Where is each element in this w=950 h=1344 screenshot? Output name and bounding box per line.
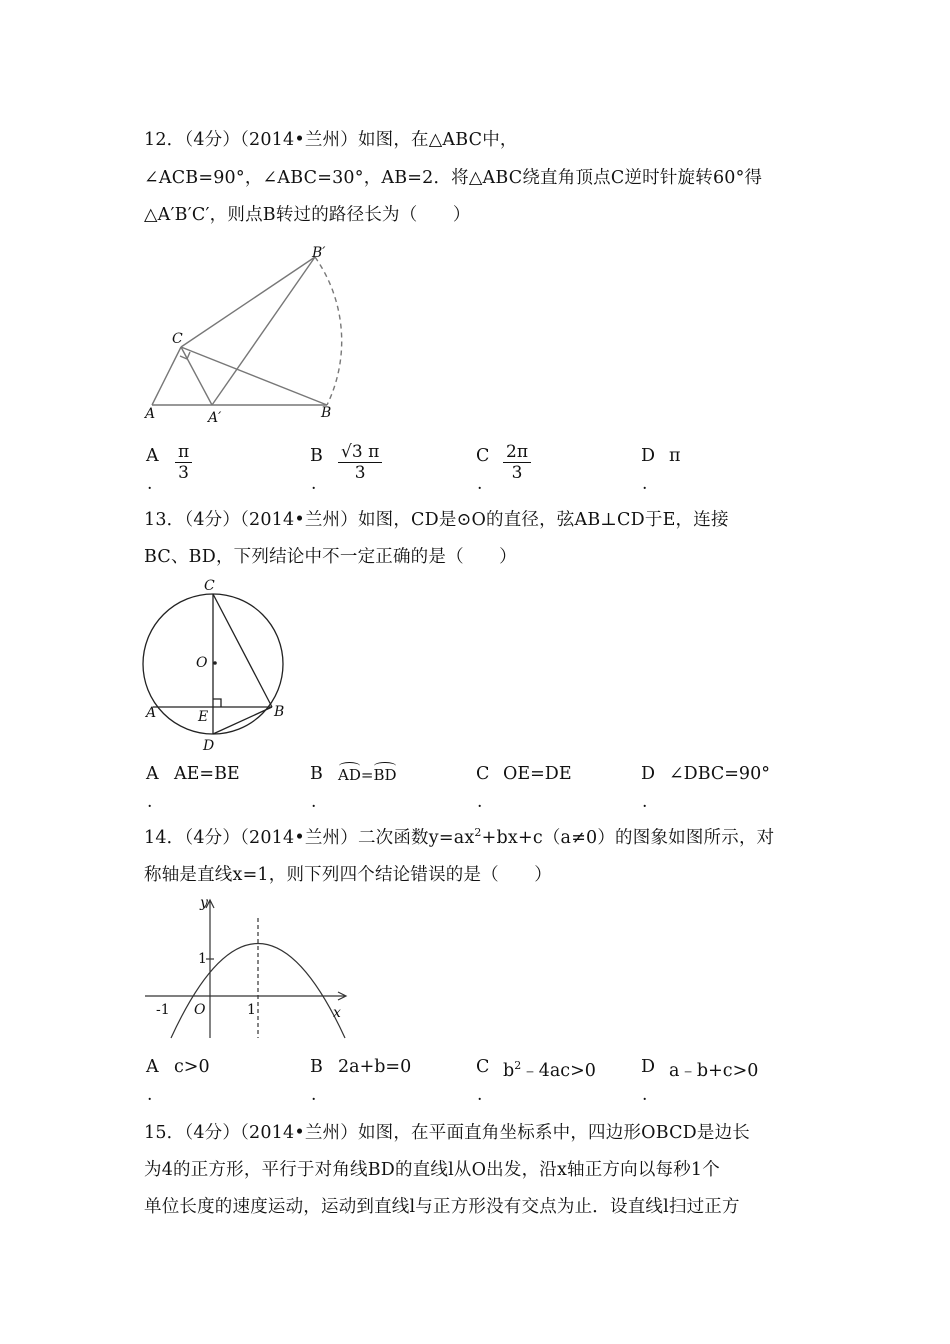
q13-line2: BC、BD，下列结论中不一定正确的是（ ）	[144, 547, 517, 567]
q13-option-c-text[interactable]: OE=DE	[503, 764, 572, 784]
q13-label-a: A	[146, 705, 157, 721]
q12-option-c-den: 3	[511, 463, 523, 483]
q14-option-c-text[interactable]	[503, 1057, 596, 1082]
q12-option-c-dot: .	[477, 474, 483, 494]
q13-option-d-letter[interactable]: D	[641, 764, 656, 784]
q14-label-x: x	[333, 1005, 341, 1021]
q14-label-neg1: -1	[156, 1002, 170, 1018]
q14-option-c-dot: .	[477, 1085, 483, 1105]
q14-option-a-text[interactable]: c>0	[174, 1057, 210, 1077]
q12-line3: △A′B′C′，则点B转过的路径长为（ ）	[144, 205, 471, 225]
q12-label-a1: A′	[208, 410, 222, 426]
q13-option-b-arc-bd: BD	[373, 766, 397, 784]
q14-option-d-dot: .	[642, 1085, 648, 1105]
q13-figure	[138, 572, 298, 757]
q14-option-a-dot: .	[147, 1085, 153, 1105]
q12-line2: ∠ACB=90°，∠ABC=30°，AB=2．将△ABC绕直角顶点C逆时针旋转60°得	[144, 168, 763, 188]
q15-line1: 15．（4分）（2014•兰州）如图，在平面直角坐标系中，四边形OBCD是边长	[144, 1123, 751, 1143]
q14-label-y: y	[200, 895, 208, 911]
q14-label-one-y: 1	[198, 951, 207, 967]
q13-option-d-text[interactable]: ∠DBC=90°	[669, 764, 770, 784]
q14-line1-b: +bx+c（a≠0）的图象如图所示，对	[481, 828, 775, 848]
q12-label-a: A	[145, 406, 156, 422]
q12-figure	[140, 235, 380, 430]
q12-option-b-pi: π	[368, 442, 380, 462]
q13-option-b-text[interactable]	[338, 766, 397, 784]
q15-line3: 单位长度的速度运动，运动到直线l与正方形没有交点为止．设直线l扫过正方	[144, 1197, 740, 1217]
q12-option-d-text[interactable]: π	[669, 446, 681, 466]
q13-option-b-arc-ad: AD	[338, 766, 361, 784]
q12-option-b-letter[interactable]: B	[310, 446, 323, 466]
q13-label-b: B	[274, 704, 285, 720]
q12-option-a-dot: .	[147, 474, 153, 494]
q14-option-c-b: b	[503, 1061, 515, 1081]
q12-label-b: B	[321, 405, 332, 421]
q13-option-c-dot: .	[477, 792, 483, 812]
q14-option-b-dot: .	[311, 1085, 317, 1105]
q12-option-b-num	[338, 442, 382, 463]
q14-option-b-text[interactable]: 2a+b=0	[338, 1057, 412, 1077]
q14-label-one-x: 1	[247, 1002, 256, 1018]
q12-label-b1: B′	[312, 245, 326, 261]
q14-option-c-letter[interactable]: C	[476, 1057, 490, 1077]
q13-option-b-letter[interactable]: B	[310, 764, 323, 784]
q12-option-c-num: 2π	[503, 442, 531, 463]
q14-line1-a: 14．（4分）（2014•兰州）二次函数y=ax	[144, 828, 475, 848]
q14-option-c-rest: ﹣4ac>0	[521, 1061, 596, 1081]
q14-option-d-letter[interactable]: D	[641, 1057, 656, 1077]
q14-option-b-letter[interactable]: B	[310, 1057, 323, 1077]
q12-option-a-fraction[interactable]	[175, 442, 192, 483]
q13-option-a-letter[interactable]: A	[146, 764, 159, 784]
q14-line2: 称轴是直线x=1，则下列四个结论错误的是（ ）	[144, 865, 552, 885]
q14-option-c-sup: 2	[514, 1059, 522, 1073]
q13-option-b-eq: =	[360, 766, 374, 784]
q12-option-b-root: √3	[341, 442, 363, 462]
q15-line2: 为4的正方形，平行于对角线BD的直线l从O出发，沿x轴正方向以每秒1个	[144, 1160, 720, 1180]
q14-figure	[140, 893, 355, 1043]
q13-line1: 13．（4分）（2014•兰州）如图，CD是⊙O的直径，弦AB⊥CD于E，连接	[144, 510, 729, 530]
q12-option-b-den: 3	[354, 463, 366, 483]
q12-option-c-fraction[interactable]	[503, 442, 531, 483]
q12-option-a-den: 3	[178, 463, 189, 483]
q13-label-c: C	[204, 578, 215, 594]
q14-label-o: O	[194, 1002, 206, 1018]
q12-option-b-fraction[interactable]	[338, 442, 382, 483]
q12-option-b-dot: .	[311, 474, 317, 494]
q13-option-d-dot: .	[642, 792, 648, 812]
q13-option-b-dot: .	[311, 792, 317, 812]
q13-label-d: D	[203, 738, 215, 754]
q12-option-a-letter[interactable]: A	[146, 446, 159, 466]
q12-option-c-letter[interactable]: C	[476, 446, 490, 466]
q12-option-d-dot: .	[642, 474, 648, 494]
q13-option-a-text[interactable]: AE=BE	[174, 764, 240, 784]
q14-line1	[144, 824, 774, 849]
q14-line1-sup: 2	[474, 826, 482, 840]
q13-label-o: O	[196, 655, 208, 671]
q12-line1: 12．（4分）（2014•兰州）如图，在△ABC中，	[144, 130, 518, 150]
q13-option-c-letter[interactable]: C	[476, 764, 490, 784]
q12-option-a-num: π	[175, 442, 192, 463]
q14-option-d-text[interactable]: a﹣b+c>0	[669, 1061, 759, 1081]
q12-option-d-letter[interactable]: D	[641, 446, 656, 466]
q13-label-e: E	[198, 709, 209, 725]
q14-option-a-letter[interactable]: A	[146, 1057, 159, 1077]
q13-option-a-dot: .	[147, 792, 153, 812]
q12-label-c: C	[172, 331, 183, 347]
